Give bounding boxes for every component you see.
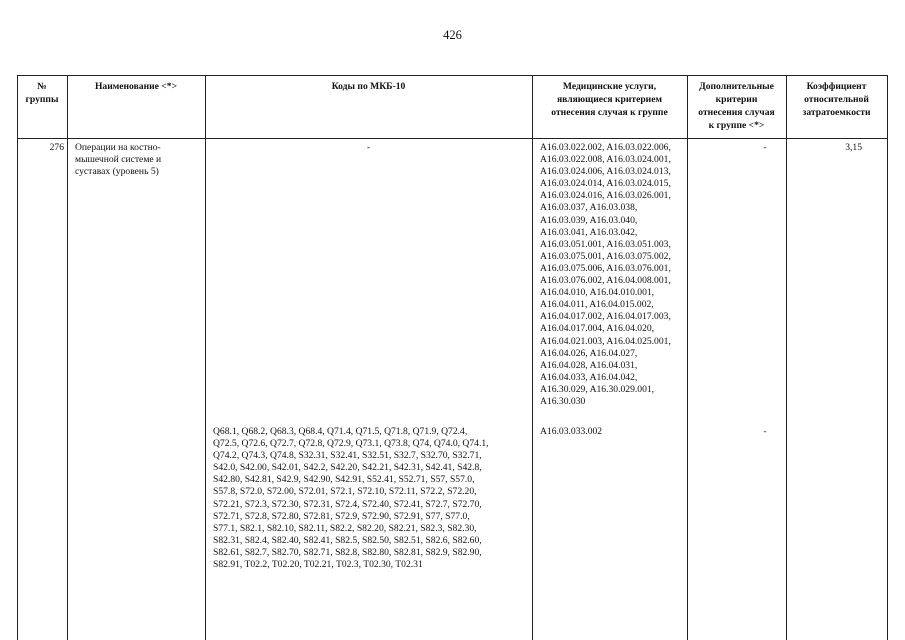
additional-criteria-empty: - bbox=[763, 142, 767, 153]
col-border-5 bbox=[786, 75, 787, 640]
col-border-6 bbox=[887, 75, 888, 640]
page-number: 426 bbox=[443, 28, 462, 42]
col-border-3 bbox=[532, 75, 533, 640]
col-border-0 bbox=[17, 75, 18, 640]
header-bottom-border bbox=[17, 138, 888, 139]
coefficient-value: 3,15 bbox=[845, 142, 862, 153]
col-border-4 bbox=[687, 75, 688, 640]
icd-codes-list: Q68.1, Q68.2, Q68.3, Q68.4, Q71.4, Q71.5, Q71.8, Q71.9, Q72.4, Q72.5, Q72.6, Q72.7, Q72.8, Q72.9, Q73.1, Q73.8, Q74, Q74.0, Q74.1, Q74.2, Q74.3, Q74.8, S32.31, S32.41, S32.51, S32.7, S32.70, S32.71, S42.0, S42.00, S42.01, S42.2, S42.20, S42.21, S42.31, S42.41, S42.8, S42.80, S42.81, S42.9, S42.90, S42.91, S52.41, S52.71, S57, S57.0, S57.8, S72.0, S72.00, S72.01, S72.1, S72.10, S72.11, S72.2, S72.20, S72.21, S72.3, S72.30, S72.31, S72.4, S72.40, S72.41, S72.7, S72.70, S72.71, S72.8, S72.80, S72.81, S72.9, S72.90, S72.91, S77, S77.0, S77.1, S82.1, S82.10, S82.11, S82.2, S82.20, S82.21, S82.3, S82.30, S82.31, S82.4, S82.40, S82.41, S82.5, S82.50, S82.51, S82.6, S82.60, S82.61, S82.7, S82.70, S82.71, S82.8, S82.80, S82.81, S82.9, S82.90, S82.91, T02.2, T02.20, T02.21, T02.3, T02.30, T02.31 bbox=[213, 426, 489, 571]
header-coefficient: Коэффициент относительной затратоемкости bbox=[802, 81, 871, 118]
group-name: Операции на костно- мышечной системе и суставах (уровень 5) bbox=[75, 142, 162, 178]
table-top-border bbox=[17, 75, 888, 76]
icd-codes-empty: - bbox=[366, 142, 371, 153]
header-icd-codes: Коды по МКБ-10 bbox=[331, 81, 406, 92]
col-border-1 bbox=[67, 75, 68, 640]
header-additional: Дополнительные критерии отнесения случая к группе <*> bbox=[698, 81, 775, 131]
header-name: Наименование <*> bbox=[94, 81, 178, 92]
col-border-2 bbox=[205, 75, 206, 640]
additional-criteria-empty-2: - bbox=[763, 426, 767, 437]
med-services-list: A16.03.022.002, A16.03.022.006, A16.03.022.008, A16.03.024.001, A16.03.024.006, A16.03.024.013, A16.03.024.014, A16.03.024.015, A16.03.024.016, A16.03.026.001, A16.03.037, A16.03.038, A16.03.039, A16.03.040, A16.03.041, A16.03.042, A16.03.051.001, A16.03.051.003, A16.03.075.001, A16.03.075.002, A16.03.075.006, A16.03.076.001, A16.03.076.002, A16.04.008.001, A16.04.010, A16.04.010.001, A16.04.011, A16.04.015.002, A16.04.017.002, A16.04.017.003, A16.04.017.004, A16.04.020, A16.04.021.003, A16.04.025.001, A16.04.026, A16.04.027, A16.04.028, A16.04.031, A16.04.033, A16.04.042, A16.30.029, A16.30.029.001, A16.30.030 bbox=[540, 142, 671, 407]
header-group-no: № группы bbox=[25, 81, 59, 105]
group-number: 276 bbox=[49, 142, 64, 153]
med-service-code: A16.03.033.002 bbox=[540, 426, 603, 437]
header-med-services: Медицинские услуги, являющиеся критерием отнесения случая к группе bbox=[551, 81, 668, 118]
